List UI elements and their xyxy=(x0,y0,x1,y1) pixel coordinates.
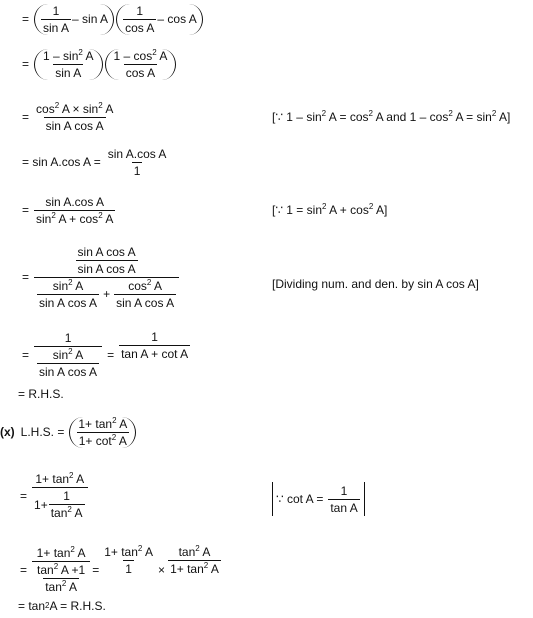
fraction: $\frac{1+ \tan^2 A}{1}$ xyxy=(104,543,154,576)
fraction: $\frac{\tan^2 A +1}{\tan^2 A}$ xyxy=(37,562,86,594)
denominator: cos A xyxy=(125,20,155,35)
fraction xyxy=(123,4,156,35)
part-x-heading xyxy=(0,412,137,452)
step-10 xyxy=(20,466,89,526)
step-8 xyxy=(18,386,64,402)
step-4 xyxy=(22,145,169,179)
fraction xyxy=(112,49,170,80)
denominator: $\sin^2 A + \cos^2 A$ xyxy=(36,210,114,226)
fraction: $\frac{\sin^2 A}{\text{sin A cos A}}$ xyxy=(39,347,98,379)
equals-sign: = xyxy=(22,203,30,217)
numerator: sin A.cos A xyxy=(45,194,105,209)
part-label: (x) xyxy=(0,425,15,439)
step-1 xyxy=(22,4,204,34)
equals-sign: = xyxy=(20,489,28,503)
reason-4: ∵ cot A = $\frac{1}{\text{tan A}}$ xyxy=(272,482,365,516)
numerator: sin A.cos A xyxy=(107,146,167,161)
equals-sign: = xyxy=(92,563,100,577)
equals-sign: = xyxy=(22,57,30,71)
paren-group xyxy=(34,49,103,80)
equals-sign: = xyxy=(22,270,30,284)
term: – sin A xyxy=(72,12,109,26)
fraction xyxy=(34,195,115,226)
numerator: 1 xyxy=(151,329,158,344)
denominator: 1+ $\frac{1}{\tan^2 A}$ xyxy=(32,487,88,520)
fraction xyxy=(106,147,169,178)
complex-fraction xyxy=(32,472,88,520)
step-7 xyxy=(22,327,191,383)
term: – cos A xyxy=(157,12,197,26)
denominator: cos A xyxy=(125,65,156,80)
fraction: $\frac{\sin^2 A}{\text{sin A cos A}}$ xyxy=(39,277,98,310)
numerator: 1 xyxy=(136,3,144,18)
paren-group xyxy=(34,4,114,35)
numerator: 1 xyxy=(52,3,60,18)
result-text: = R.H.S. xyxy=(18,387,64,401)
fraction xyxy=(41,4,71,35)
fraction: $\frac{\cos^2 A}{\text{sin A cos A}}$ xyxy=(116,277,175,310)
step-6 xyxy=(22,241,180,313)
fraction xyxy=(34,102,115,133)
step-2 xyxy=(22,47,177,81)
numerator: $1 - \sin^2 A$ xyxy=(43,47,94,63)
denominator xyxy=(32,561,90,594)
denominator: sin A xyxy=(55,65,82,80)
equals-sign: = xyxy=(22,12,30,26)
numerator xyxy=(73,245,141,277)
denominator: 1 xyxy=(133,163,141,178)
numerator: $\cos^2 A \times \sin^2 A$ xyxy=(36,100,114,116)
denominator: sin A cos A xyxy=(45,118,104,133)
fraction xyxy=(41,49,96,80)
equation-text: = sin A.cos A = xyxy=(22,155,101,169)
numerator: $1+ \tan^2 A$ xyxy=(35,471,85,486)
complex-fraction xyxy=(34,331,102,379)
times-sign: × xyxy=(158,563,166,577)
denominator xyxy=(34,346,102,379)
fraction: $\frac{\tan^2 A}{1+ \tan^2 A}$ xyxy=(170,543,219,576)
reason-1: [∵ $1 - \sin^2 A = \cos^2 A$ and $1 - \cos^2 A = \sin^2 A$] xyxy=(272,109,511,124)
complex-fraction xyxy=(32,546,90,594)
fraction: $\frac{\text{sin A cos A}}{\text{sin A cos A}}$ xyxy=(77,244,136,276)
paren-group xyxy=(105,49,177,80)
numerator: $1+ \tan^2 A$ xyxy=(36,545,86,560)
fraction: $\frac{1+ \tan^2 A}{1+ \cot^2 A}$ xyxy=(78,415,128,448)
lhs-text: L.H.S. = xyxy=(20,425,65,439)
numerator: $1 - \cos^2 A$ xyxy=(113,47,168,63)
step-3 xyxy=(22,100,116,134)
step-12: = tan 2 A = R.H.S. xyxy=(18,599,106,613)
fraction: $\frac{1}{\tan^2 A}$ xyxy=(50,489,83,520)
denominator: sin A xyxy=(43,20,70,35)
equals-sign: = xyxy=(22,110,30,124)
numerator: 1 xyxy=(64,331,72,345)
denominator: tan A + cot A xyxy=(121,346,189,361)
equals-sign: = xyxy=(22,348,30,362)
step-5 xyxy=(22,193,116,227)
equals-sign: = xyxy=(20,563,28,577)
equals-sign: = xyxy=(107,348,115,362)
step-11 xyxy=(20,540,222,600)
reason-3: [Dividing num. and den. by sin A cos A] xyxy=(272,277,479,291)
paren-group xyxy=(69,417,136,448)
fraction: $\frac{1}{\text{tan A}}$ xyxy=(330,483,358,515)
fraction xyxy=(119,330,190,361)
complex-fraction xyxy=(34,245,179,310)
denominator: $\frac{\sin^2 A}{\text{sin A cos A}}$ + $\frac{\cos^2 A}{\text{sin A cos A}}$ xyxy=(34,277,179,310)
paren-group xyxy=(116,4,203,35)
reason-2: [∵ $1 = \sin^2 A + \cos^2 A$] xyxy=(272,202,388,217)
